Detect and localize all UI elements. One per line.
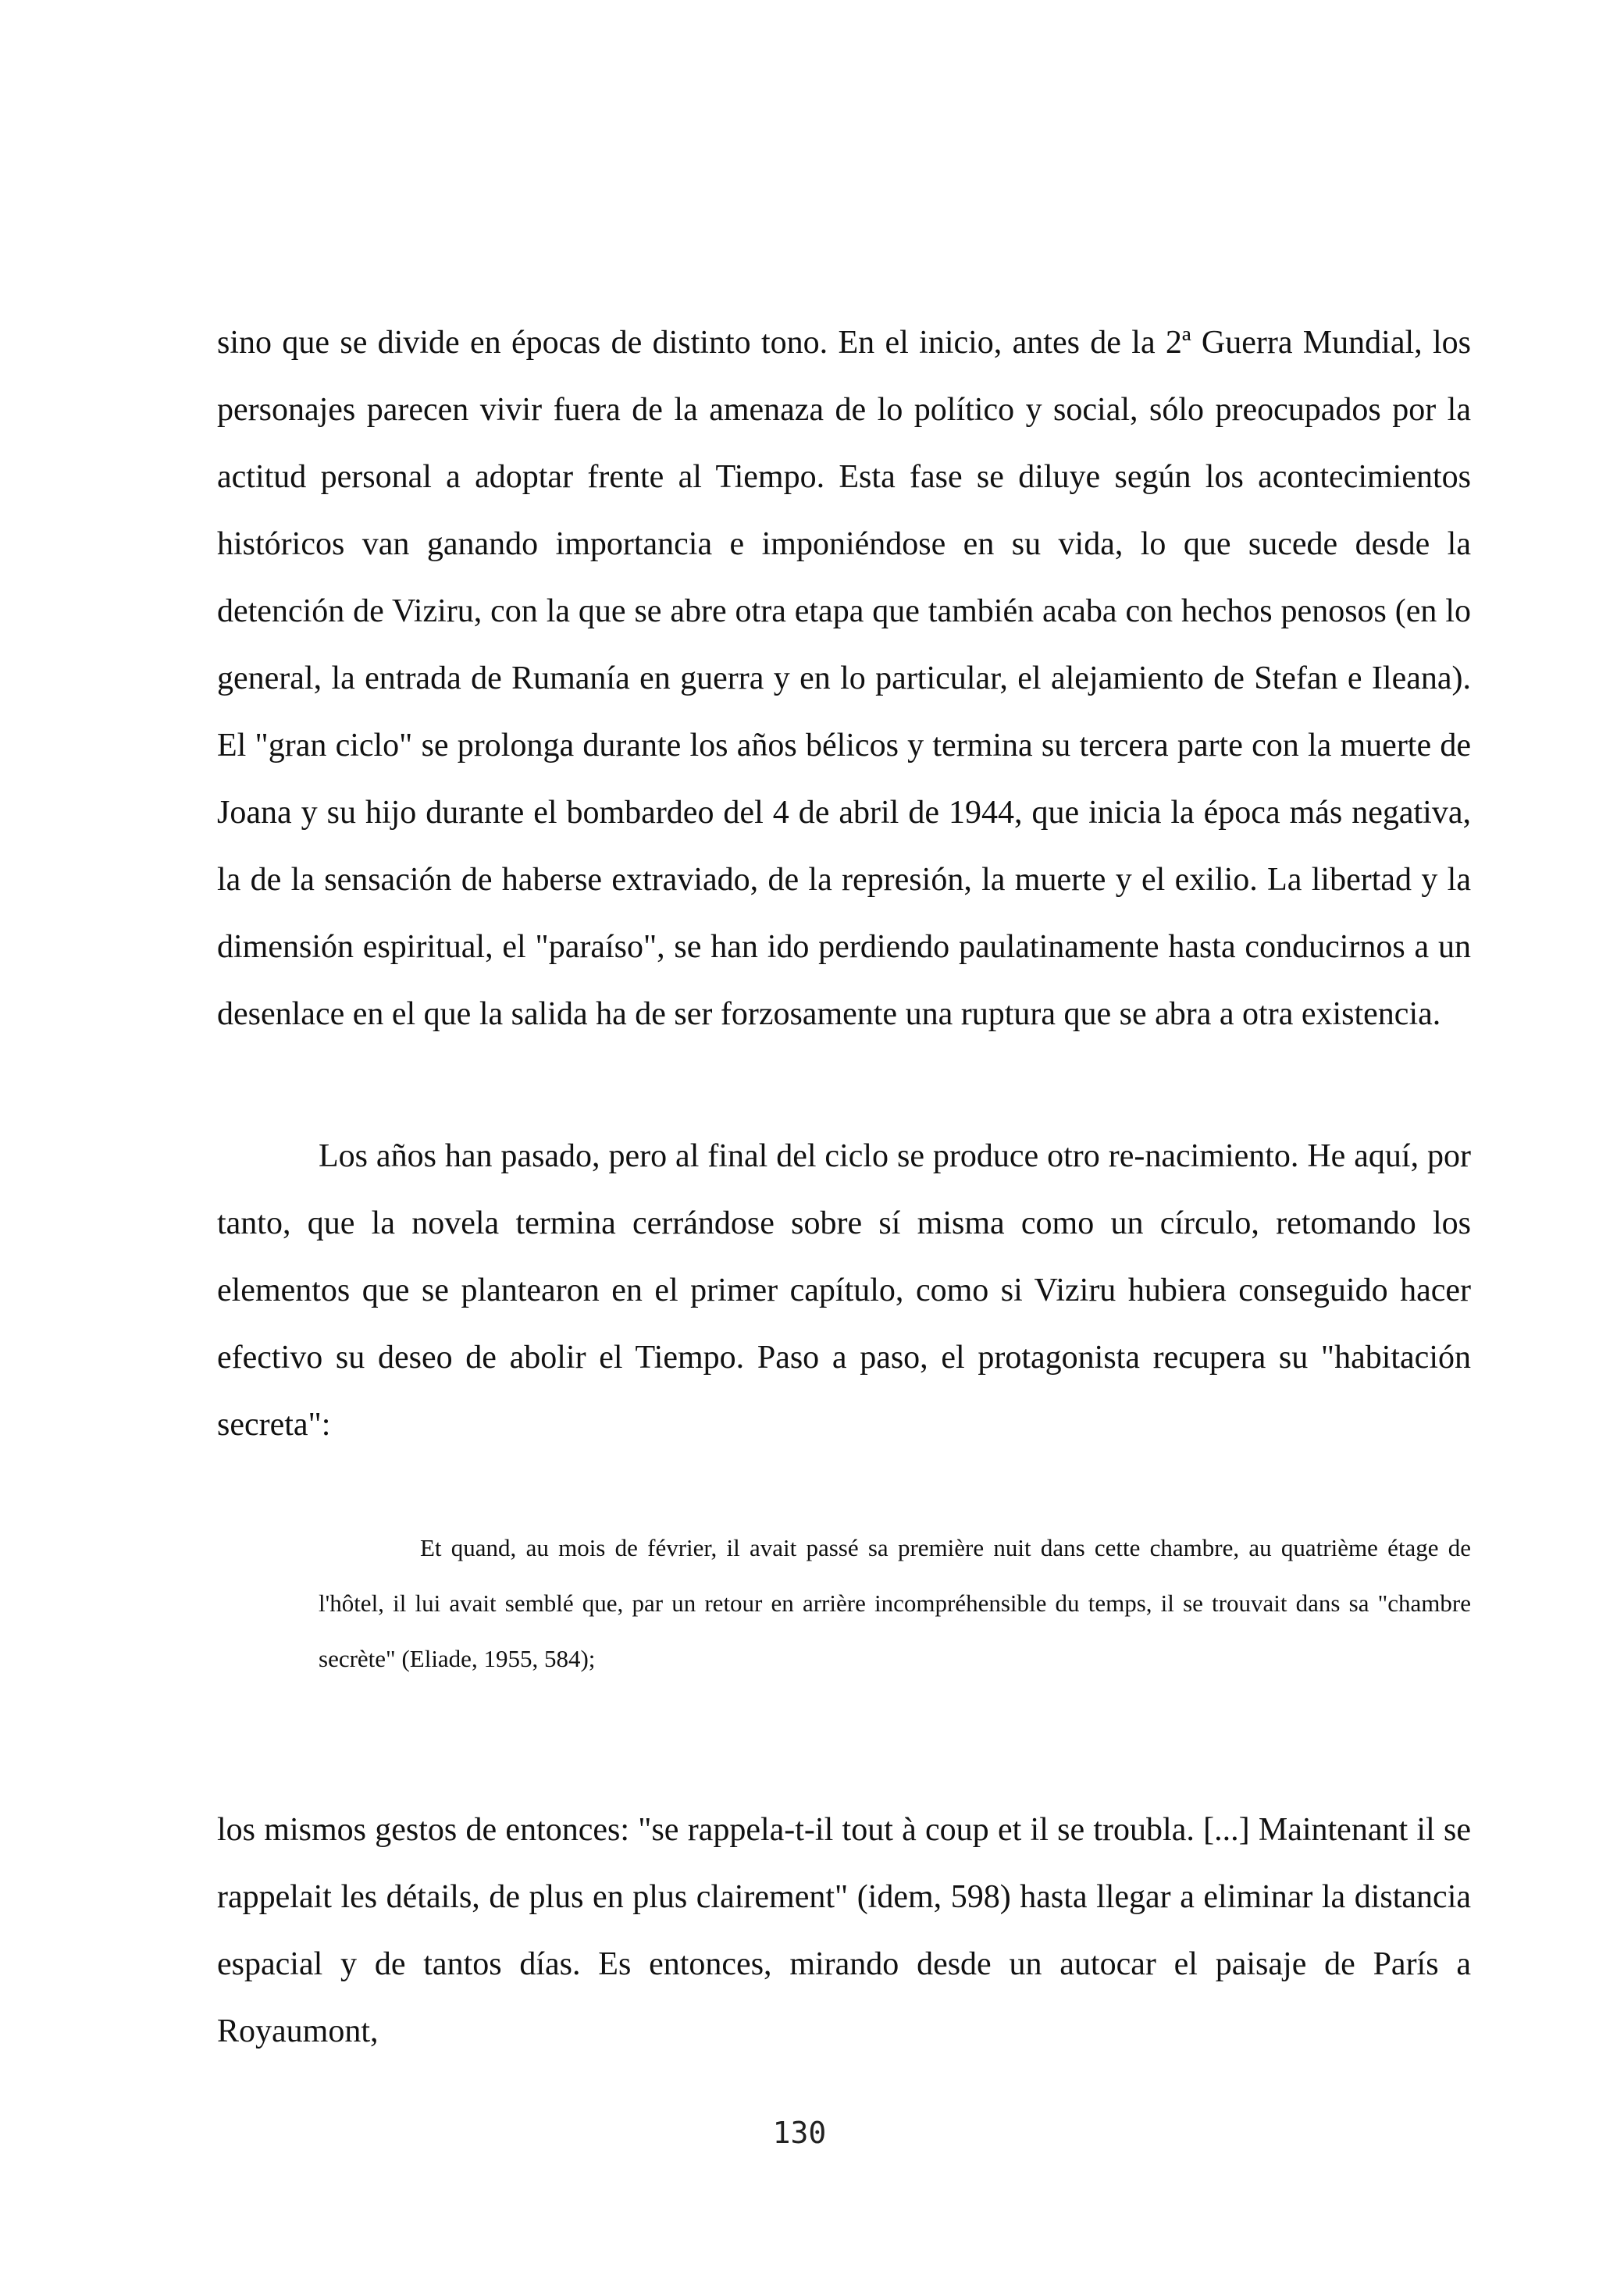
body-paragraph-3: los mismos gestos de entonces: "se rappela-t-il tout à coup et il se troubla. [...] Maintenant il se rappelait les détails, de plus en plus clairement" (idem, 598) hasta llegar a eliminar la distancia espacial y de tantos días. Es entonces, mirando desde un autocar el paisaje de París a Royaumont, bbox=[217, 1812, 1471, 2049]
block-quote: Et quand, au mois de février, il avait passé sa première nuit dans cette chambre, au quatrième étage de l'hôtel, il lui avait semblé que, par un retour en arrière incompréhensible du temps, il se trouvait dans sa "chambre secrète" (Eliade, 1955, 584); bbox=[319, 1534, 1471, 1672]
page-number: 130 bbox=[772, 2116, 827, 2150]
body-paragraph-1: sino que se divide en épocas de distinto tono. En el inicio, antes de la 2ª Guerra Mundial, los personajes parecen vivir fuera de la amenaza de lo político y social, sólo preocupados por la actitud personal a adoptar frente al Tiempo. Esta fase se diluye según los acontecimientos históricos van ganando importancia e imponiéndose en su vida, lo que sucede desde la detención de Viziru, con la que se abre otra etapa que también acaba con hechos penosos (en lo general, la entrada de Rumanía en guerra y en lo particular, el alejamiento de Stefan e Ileana). El "gran ciclo" se prolonga durante los años bélicos y termina su tercera parte con la muerte de Joana y su hijo durante el bombardeo del 4 de abril de 1944, que inicia la época más negativa, la de la sensación de haberse extraviado, de la represión, la muerte y el exilio. La libertad y la dimensión espiritual, el "paraíso", se han ido perdiendo paulatinamente hasta conducirnos a un desenlace en el que la salida ha de ser forzosamente una ruptura que se abra a otra existencia. bbox=[217, 325, 1471, 1032]
body-paragraph-2: Los años han pasado, pero al final del ciclo se produce otro re-nacimiento. He aquí, por tanto, que la novela termina cerrándose sobre sí misma como un círculo, retomando los elementos que se plantearon en el primer capítulo, como si Viziru hubiera conseguido hacer efectivo su deseo de abolir el Tiempo. Paso a paso, el protagonista recupera su "habitación secreta": bbox=[217, 1138, 1471, 1443]
